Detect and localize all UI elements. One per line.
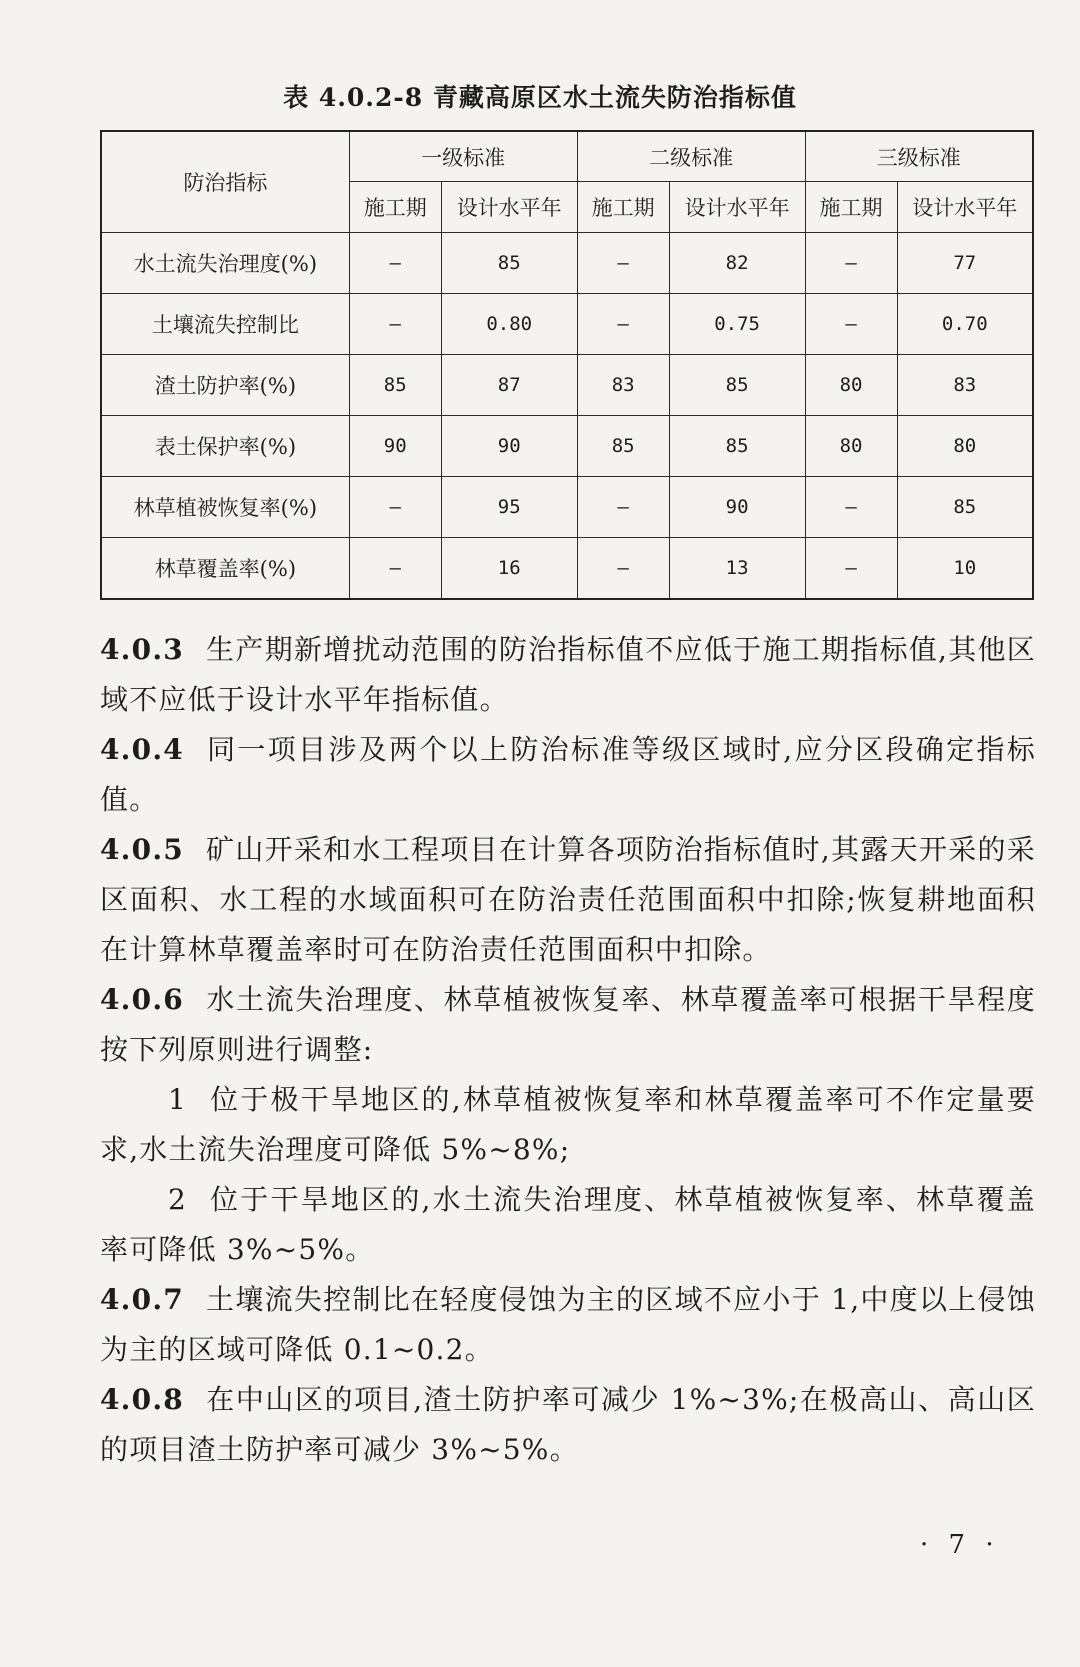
table-cell: —	[805, 538, 897, 600]
table-cell: 80	[897, 416, 1033, 477]
item-text: 位于极干旱地区的,林草植被恢复率和林草覆盖率可不作定量要求,水土流失治理度可降低 5%~8%;	[100, 1083, 1036, 1166]
table-cell: 0.80	[441, 294, 577, 355]
table-cell: 16	[441, 538, 577, 600]
subheader-construction: 施工期	[577, 182, 669, 233]
table-cell: 85	[349, 355, 441, 416]
clause-number: 4.0.6	[100, 983, 184, 1016]
table-cell: 85	[669, 355, 805, 416]
clause-4-0-3	[100, 625, 1036, 725]
clause-number: 4.0.4	[100, 733, 184, 766]
table-cell: 95	[441, 477, 577, 538]
subheader-design-year: 设计水平年	[669, 182, 805, 233]
row-indicator-name: 水土流失治理度(%)	[101, 233, 349, 294]
header-level-1: 一级标准	[349, 131, 577, 182]
row-indicator-name: 土壤流失控制比	[101, 294, 349, 355]
subheader-construction: 施工期	[805, 182, 897, 233]
clause-text: 生产期新增扰动范围的防治指标值不应低于施工期指标值,其他区域不应低于设计水平年指标值。	[100, 633, 1036, 716]
page-number: · 7 ·	[920, 1530, 1000, 1560]
table-cell: —	[349, 294, 441, 355]
clause-4-0-8	[100, 1375, 1036, 1475]
table-cell: 0.75	[669, 294, 805, 355]
table-cell: —	[349, 233, 441, 294]
table-cell: 90	[441, 416, 577, 477]
clause-number: 4.0.3	[100, 633, 184, 666]
clause-text: 矿山开采和水工程项目在计算各项防治指标值时,其露天开采的采区面积、水工程的水域面积可在防治责任范围面积中扣除;恢复耕地面积在计算林草覆盖率时可在防治责任范围面积中扣除。	[100, 833, 1036, 966]
table-cell: 85	[897, 477, 1033, 538]
clause-text: 水土流失治理度、林草植被恢复率、林草覆盖率可根据干旱程度按下列原则进行调整:	[100, 983, 1036, 1066]
table-cell: 80	[805, 416, 897, 477]
table-row	[101, 355, 1033, 416]
clause-item-1	[100, 1075, 1036, 1175]
table-cell: 83	[577, 355, 669, 416]
table-row	[101, 294, 1033, 355]
body-text	[100, 625, 1036, 1475]
header-level-2: 二级标准	[577, 131, 805, 182]
table-cell: 87	[441, 355, 577, 416]
row-indicator-name: 渣土防护率(%)	[101, 355, 349, 416]
table-cell: 83	[897, 355, 1033, 416]
table-header-row	[101, 131, 1033, 182]
table-cell: —	[805, 233, 897, 294]
table-cell: 90	[349, 416, 441, 477]
table-row	[101, 477, 1033, 538]
clause-number: 4.0.7	[100, 1283, 184, 1316]
row-indicator-name: 林草覆盖率(%)	[101, 538, 349, 600]
subheader-design-year: 设计水平年	[441, 182, 577, 233]
clause-4-0-5	[100, 825, 1036, 975]
indicator-table	[100, 130, 1034, 600]
clause-4-0-6	[100, 975, 1036, 1075]
table-cell: 82	[669, 233, 805, 294]
table-row	[101, 416, 1033, 477]
table-row	[101, 233, 1033, 294]
subheader-construction: 施工期	[349, 182, 441, 233]
clause-4-0-7	[100, 1275, 1036, 1375]
table-cell: 85	[669, 416, 805, 477]
table-cell: 10	[897, 538, 1033, 600]
subheader-design-year: 设计水平年	[897, 182, 1033, 233]
table-cell: —	[577, 477, 669, 538]
table-cell: 80	[805, 355, 897, 416]
table-cell: 77	[897, 233, 1033, 294]
table-cell: 85	[441, 233, 577, 294]
table-cell: 90	[669, 477, 805, 538]
header-indicator: 防治指标	[101, 131, 349, 233]
table-cell: —	[577, 233, 669, 294]
table-cell: —	[349, 477, 441, 538]
header-level-3: 三级标准	[805, 131, 1033, 182]
item-number: 2	[168, 1183, 188, 1216]
row-indicator-name: 林草植被恢复率(%)	[101, 477, 349, 538]
item-number: 1	[168, 1083, 188, 1116]
clause-4-0-4	[100, 725, 1036, 825]
table-cell: 13	[669, 538, 805, 600]
clause-text: 同一项目涉及两个以上防治标准等级区域时,应分区段确定指标值。	[100, 733, 1036, 816]
clause-text: 在中山区的项目,渣土防护率可减少 1%~3%;在极高山、高山区的项目渣土防护率可减少 3%~5%。	[100, 1383, 1036, 1466]
clause-number: 4.0.5	[100, 833, 184, 866]
table-cell: —	[349, 538, 441, 600]
item-text: 位于干旱地区的,水土流失治理度、林草植被恢复率、林草覆盖率可降低 3%~5%。	[100, 1183, 1036, 1266]
table-row	[101, 538, 1033, 600]
table-cell: —	[577, 294, 669, 355]
table-cell: 0.70	[897, 294, 1033, 355]
row-indicator-name: 表土保护率(%)	[101, 416, 349, 477]
table-caption: 表 4.0.2-8 青藏高原区水土流失防治指标值	[283, 83, 797, 112]
clause-number: 4.0.8	[100, 1383, 184, 1416]
table-cell: —	[805, 294, 897, 355]
table-cell: —	[805, 477, 897, 538]
table-cell: —	[577, 538, 669, 600]
clause-text: 土壤流失控制比在轻度侵蚀为主的区域不应小于 1,中度以上侵蚀为主的区域可降低 0.1~0.2。	[100, 1283, 1036, 1366]
table-cell: 85	[577, 416, 669, 477]
clause-item-2	[100, 1175, 1036, 1275]
